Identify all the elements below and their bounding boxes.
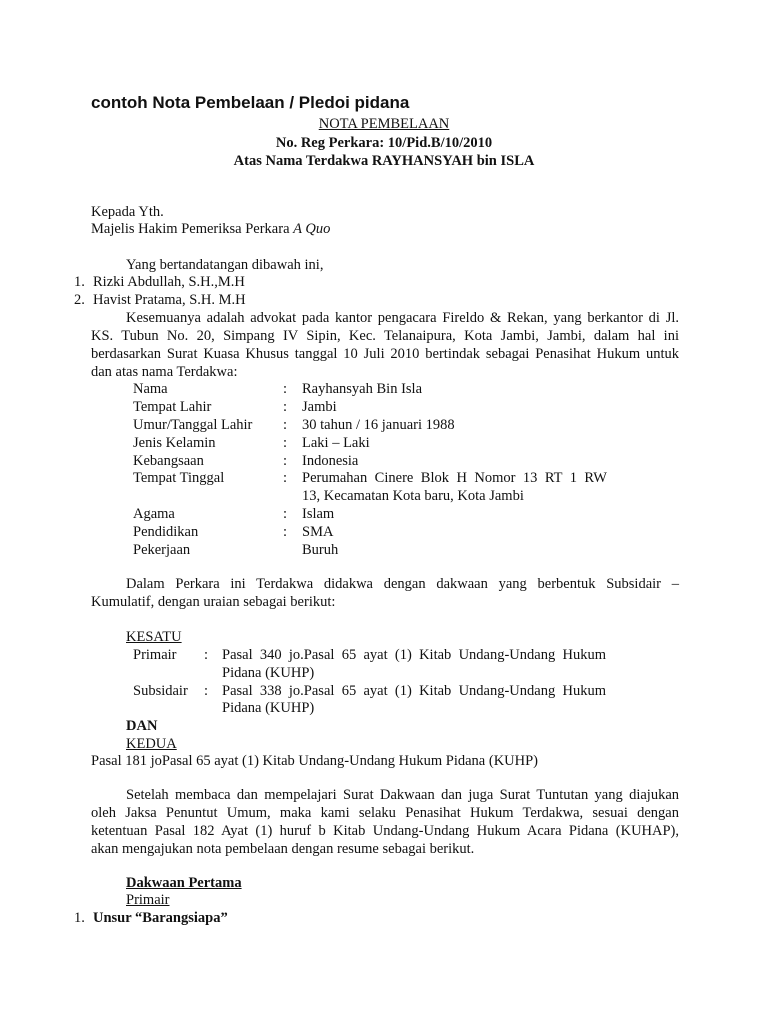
kedua-charge-text: Pasal 181 joPasal 65 ayat (1) Kitab Undang-Undang Hukum Pidana (KUHP)	[91, 753, 539, 769]
section-dakwaan-pertama: Dakwaan Pertama	[126, 875, 242, 891]
identity-label: Umur/Tanggal Lahir	[133, 417, 253, 433]
paragraph-resume-line: oleh Jaksa Penuntut Umum, maka kami selaku Penasihat Hukum Terdakwa, sesuai dengan	[91, 805, 679, 821]
section-kedua: KEDUA	[126, 736, 177, 752]
identity-value: Laki – Laki	[302, 435, 370, 451]
connector-dan: DAN	[126, 718, 158, 734]
identity-label: Kebangsaan	[133, 453, 204, 469]
charge-text: Pasal 338 jo.Pasal 65 ayat (1) Kitab Undang-Undang Hukum	[222, 683, 606, 699]
paragraph-advokat-line: KS. Tubun No. 20, Simpang IV Sipin, Kec. Telanaipura, Kota Jambi, Jambi, dalam hal ini	[91, 328, 679, 344]
unsur-heading: Unsur “Barangsiapa”	[93, 910, 228, 926]
identity-value: Perumahan Cinere Blok H Nomor 13 RT 1 RW	[302, 470, 607, 486]
addressee-line1: Kepada Yth.	[91, 204, 164, 220]
identity-colon: :	[283, 470, 288, 486]
charge-text-continued: Pidana (KUHP)	[222, 665, 315, 681]
page-title: contoh Nota Pembelaan / Pledoi pidana	[91, 93, 410, 112]
charge-label: Subsidair	[133, 683, 188, 699]
heading-nota-pembelaan: NOTA PEMBELAAN	[318, 116, 450, 132]
charge-colon: :	[204, 647, 209, 663]
identity-colon: :	[283, 435, 288, 451]
identity-label: Nama	[133, 381, 168, 397]
signatory-name: Havist Pratama, S.H. M.H	[93, 292, 246, 308]
heading-atas-nama: Atas Nama Terdakwa RAYHANSYAH bin ISLA	[233, 153, 535, 169]
paragraph-resume-line: akan mengajukan nota pembelaan dengan resume sebagai berikut.	[91, 841, 475, 857]
paragraph-dakwaan-line: Dalam Perkara ini Terdakwa didakwa dengan dakwaan yang berbentuk Subsidair –	[126, 576, 679, 592]
identity-value: Jambi	[302, 399, 337, 415]
charge-colon: :	[204, 683, 209, 699]
identity-colon: :	[283, 399, 288, 415]
section-primair: Primair	[126, 892, 170, 908]
paragraph-advokat-line: dan atas nama Terdakwa:	[91, 364, 238, 380]
identity-value-continued: 13, Kecamatan Kota baru, Kota Jambi	[302, 488, 524, 504]
charge-text: Pasal 340 jo.Pasal 65 ayat (1) Kitab Undang-Undang Hukum	[222, 647, 606, 663]
signatory-number: 2.	[74, 292, 85, 308]
identity-value: 30 tahun / 16 januari 1988	[302, 417, 455, 433]
identity-label: Tempat Lahir	[133, 399, 212, 415]
identity-value: Rayhansyah Bin Isla	[302, 381, 423, 397]
paragraph-advokat-line: berdasarkan Surat Kuasa Khusus tanggal 10 Juli 2010 bertindak sebagai Penasihat Hukum untuk	[91, 346, 679, 362]
charge-text-continued: Pidana (KUHP)	[222, 700, 315, 716]
identity-colon: :	[283, 524, 288, 540]
paragraph-resume-line: Setelah membaca dan mempelajari Surat Dakwaan dan juga Surat Tuntutan yang diajukan	[126, 787, 679, 803]
identity-value: Buruh	[302, 542, 339, 558]
identity-label: Tempat Tinggal	[133, 470, 225, 486]
paragraph-dakwaan-line: Kumulatif, dengan uraian sebagai berikut:	[91, 594, 336, 610]
signatory-name: Rizki Abdullah, S.H.,M.H	[93, 274, 245, 290]
identity-colon: :	[283, 506, 288, 522]
unsur-number: 1.	[74, 910, 85, 926]
heading-reg-perkara: No. Reg Perkara: 10/Pid.B/10/2010	[275, 135, 493, 151]
paragraph-advokat-line: Kesemuanya adalah advokat pada kantor pengacara Fireldo & Rekan, yang berkantor di Jl.	[126, 310, 679, 326]
identity-colon: :	[283, 417, 288, 433]
addressee-a-quo: A Quo	[293, 221, 331, 237]
addressee-line2	[91, 220, 330, 238]
identity-value: Indonesia	[302, 453, 359, 469]
identity-label: Jenis Kelamin	[133, 435, 216, 451]
identity-colon: :	[283, 453, 288, 469]
intro-text: Yang bertandatangan dibawah ini,	[126, 257, 324, 273]
identity-value: SMA	[302, 524, 334, 540]
charge-label: Primair	[133, 647, 177, 663]
identity-value: Islam	[302, 506, 335, 522]
paragraph-resume-line: ketentuan Pasal 182 Ayat (1) huruf b Kitab Undang-Undang Hukum Acara Pidana (KUHAP),	[91, 823, 679, 839]
identity-label: Agama	[133, 506, 175, 522]
identity-label: Pendidikan	[133, 524, 199, 540]
identity-colon: :	[283, 381, 288, 397]
section-kesatu: KESATU	[126, 629, 182, 645]
addressee-line2-text: Majelis Hakim Pemeriksa Perkara	[91, 221, 294, 237]
identity-label: Pekerjaan	[133, 542, 191, 558]
signatory-number: 1.	[74, 274, 85, 290]
